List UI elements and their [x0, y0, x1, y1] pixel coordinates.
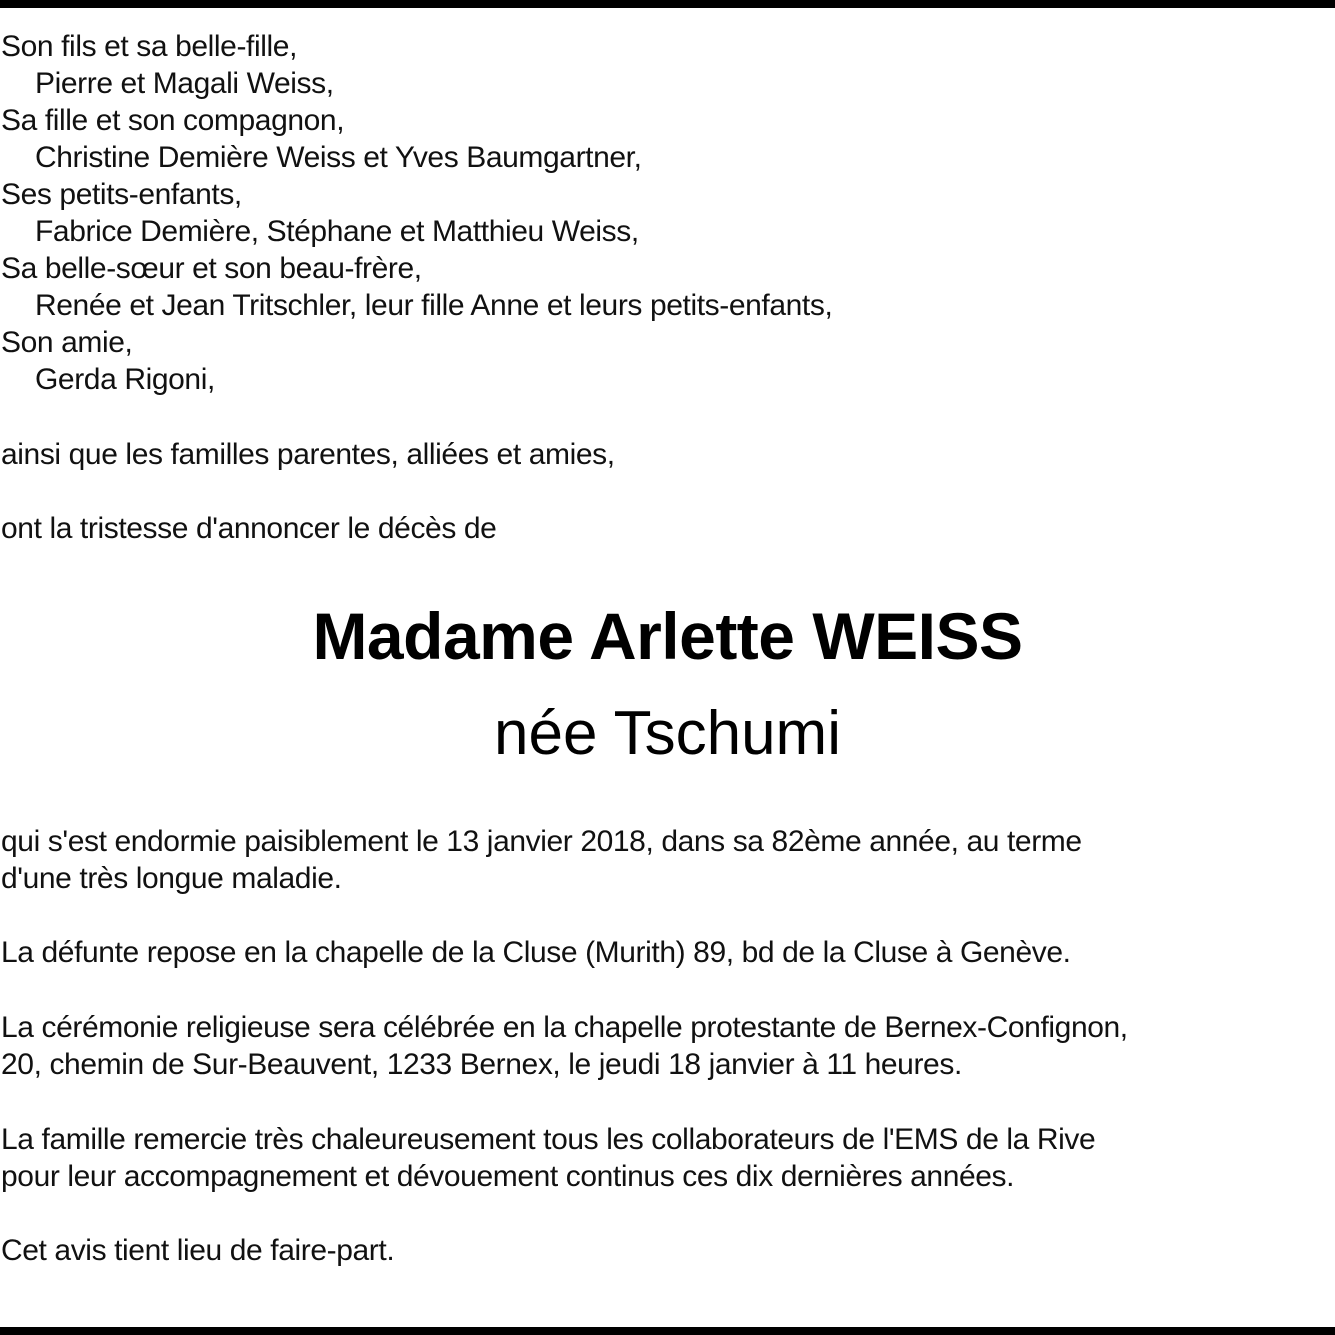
deceased-name: Madame Arlette WEISS — [312, 599, 1023, 673]
family-line-7: Sa belle-sœur et son beau-frère, — [1, 252, 422, 285]
family-line-1: Son fils et sa belle-fille, — [1, 30, 298, 63]
body-p3-line-2: 20, chemin de Sur-Beauvent, 1233 Bernex, le jeudi 18 janvier à 11 heures. — [1, 1048, 962, 1081]
family-line-4: Christine Demière Weiss et Yves Baumgartner, — [35, 141, 642, 174]
announce-line: ont la tristesse d'annoncer le décès de — [1, 512, 497, 545]
family-line-3: Sa fille et son compagnon, — [1, 104, 345, 137]
family-line-10: Gerda Rigoni, — [35, 363, 215, 396]
body-p1-line-1: qui s'est endormie paisiblement le 13 janvier 2018, dans sa 82ème année, au terme — [1, 825, 1082, 858]
body-p4-line-2: pour leur accompagnement et dévouement continus ces dix dernières années. — [1, 1160, 1015, 1193]
body-p5: Cet avis tient lieu de faire-part. — [1, 1234, 395, 1267]
body-p2: La défunte repose en la chapelle de la Cluse (Murith) 89, bd de la Cluse à Genève. — [1, 936, 1071, 969]
deceased-maiden-name: née Tschumi — [494, 699, 841, 768]
family-line-2: Pierre et Magali Weiss, — [35, 67, 334, 100]
body-p3-line-1: La cérémonie religieuse sera célébrée en la chapelle protestante de Bernex-Confignon, — [1, 1011, 1128, 1044]
family-line-6: Fabrice Demière, Stéphane et Matthieu Weiss, — [35, 215, 639, 248]
family-line-8: Renée et Jean Tritschler, leur fille Anne et leurs petits-enfants, — [35, 289, 833, 322]
body-p1-line-2: d'une très longue maladie. — [1, 862, 342, 895]
also-line: ainsi que les familles parentes, alliées et amies, — [1, 438, 615, 471]
body-p4-line-1: La famille remercie très chaleureusement tous les collaborateurs de l'EMS de la Rive — [1, 1123, 1096, 1156]
family-line-5: Ses petits-enfants, — [1, 178, 242, 211]
top-rule — [0, 0, 1335, 8]
bottom-rule — [0, 1327, 1335, 1335]
family-line-9: Son amie, — [1, 326, 133, 359]
